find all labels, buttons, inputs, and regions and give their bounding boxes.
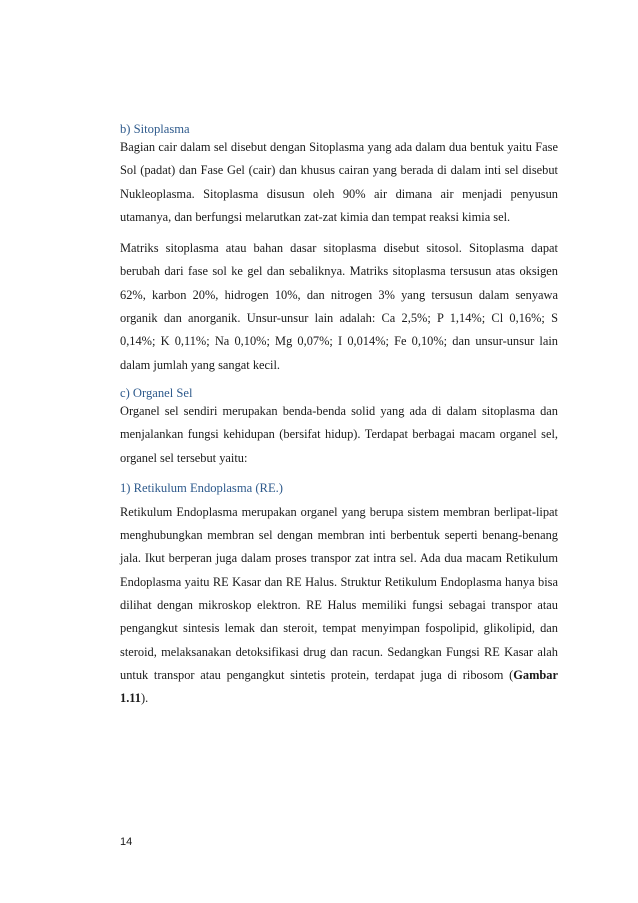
page-content <box>120 122 558 711</box>
heading-sitoplasma: b) Sitoplasma <box>120 122 190 136</box>
figure-reference: Gambar 1.11 <box>120 667 558 706</box>
paragraph-retikulum-1 <box>120 501 558 711</box>
paragraph-organel-1: Organel sel sendiri merupakan benda-benda solid yang ada di dalam sitoplasma dan menjalankan fungsi kehidupan (bersifat hidup). Terdapat berbagai macam organel sel, organel sel tersebut yaitu: <box>120 403 558 465</box>
heading-organel-sel: c) Organel Sel <box>120 385 193 400</box>
paragraph-retikulum-text: Retikulum Endoplasma merupakan organel yang berupa sistem membran berlipat-lipat menghubungkan membran sel dengan membran inti berbentuk seperti benang-benang jala. Ikut berperan juga dalam proses transpor zat intra sel. Ada dua macam Retikulum Endoplasma yaitu RE Kasar dan RE Halus. Struktur Retikulum Endoplasma hanya bisa dilihat dengan mikroskop elektron. RE Halus memiliki fungsi sebagai transpor atau pengangkut sintesis lemak dan steroit, tempat menyimpan fospolipid, glikolipid, dan steroid, melaksanakan detoksifikasi drug dan racun. Sedangkan Fungsi RE Kasar alah untuk transpor atau pengangkut sintetis protein, terdapat juga di ribosom ( <box>120 504 558 682</box>
page-number: 14 <box>120 836 133 848</box>
paragraph-retikulum-end: ). <box>141 691 149 706</box>
heading-retikulum-endoplasma: 1) Retikulum Endoplasma (RE.) <box>120 480 283 495</box>
paragraph-sitoplasma-1: Bagian cair dalam sel disebut dengan Sitoplasma yang ada dalam dua bentuk yaitu Fase Sol (padat) dan Fase Gel (cair) dan khusus cairan yang berada di dalam inti sel disebut Nukleoplasma. Sitoplasma disusun oleh 90% air dimana air menjadi penyusun utamanya, dan berfungsi melarutkan zat-zat kimia dan tempat reaksi kimia sel. <box>120 140 558 224</box>
paragraph-sitoplasma-2: Matriks sitoplasma atau bahan dasar sitoplasma disebut sitosol. Sitoplasma dapat berubah dari fase sol ke gel dan sebaliknya. Matriks sitoplasma tersusun atas oksigen 62%, karbon 20%, hidrogen 10%, dan nitrogen 3% yang tersusun dalam senyawa organik dan anorganik. Unsur-unsur lain adalah: Ca 2,5%; P 1,14%; Cl 0,16%; S 0,14%; K 0,11%; Na 0,10%; Mg 0,07%; I 0,014%; Fe 0,10%; dan unsur-unsur lain dalam jumlah yang sangat kecil. <box>120 241 558 372</box>
